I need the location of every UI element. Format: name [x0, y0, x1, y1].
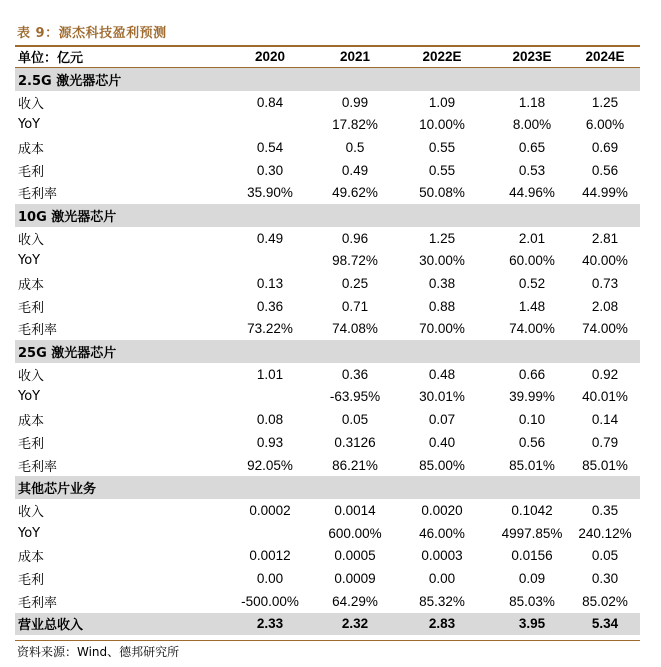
- table-cell: 0.0020: [421, 502, 463, 518]
- row-label: 毛利率: [18, 459, 58, 475]
- row-label: 毛利率: [18, 187, 58, 203]
- year-header: 2022E: [422, 49, 462, 64]
- table-cell: 4997.85%: [501, 525, 563, 541]
- table-cell: 1.09: [428, 94, 456, 110]
- table-cell: 0.38: [428, 276, 456, 292]
- table-cell: 0.56: [518, 434, 546, 450]
- table-cell: 1.18: [518, 94, 546, 110]
- row-label: 毛利率: [18, 323, 58, 339]
- table-cell: 0.13: [256, 276, 284, 292]
- table-row: [15, 318, 640, 341]
- table-cell: 0.05: [591, 548, 619, 564]
- table-row: [15, 227, 640, 250]
- table-cell: 30.01%: [419, 389, 465, 405]
- table-cell: 0.56: [591, 162, 619, 178]
- table-cell: 85.02%: [582, 593, 628, 609]
- table-cell: 0.0009: [334, 570, 376, 586]
- row-label: 收入: [18, 96, 45, 112]
- table-cell: 74.00%: [582, 321, 628, 337]
- table-row: [15, 499, 640, 522]
- table-cell: 0.79: [591, 434, 619, 450]
- table-cell: 0.88: [428, 298, 456, 314]
- table-cell: 0.36: [256, 298, 284, 314]
- table-cell: 74.00%: [509, 321, 555, 337]
- table-cell: 5.34: [591, 616, 619, 632]
- row-label: 毛利: [18, 164, 45, 180]
- table-cell: 1.48: [518, 298, 546, 314]
- row-label: 成本: [18, 278, 45, 294]
- table-cell: 2.01: [518, 230, 546, 246]
- row-label: 毛利率: [18, 595, 58, 611]
- table-cell: 85.03%: [509, 593, 555, 609]
- section-header-row: [15, 476, 640, 499]
- table-cell: 0.0005: [334, 548, 376, 564]
- row-label: 毛利: [18, 572, 45, 588]
- year-header: 2024E: [585, 49, 625, 64]
- table-row: [15, 181, 640, 204]
- table-cell: 10.00%: [419, 117, 465, 133]
- table-cell: 35.90%: [247, 185, 293, 201]
- table-title: 表 9：源杰科技盈利预测: [17, 26, 167, 41]
- table-cell: 0.93: [256, 434, 284, 450]
- row-label: 收入: [18, 504, 45, 520]
- table-cell: 1.25: [591, 94, 619, 110]
- table-cell: 240.12%: [578, 525, 632, 541]
- table-cell: 39.99%: [509, 389, 555, 405]
- table-header-row: [15, 46, 640, 68]
- table-row: [15, 544, 640, 567]
- table-cell: 2.32: [341, 616, 369, 632]
- section-header-row: [15, 340, 640, 363]
- table-cell: 0.0012: [249, 548, 291, 564]
- row-label: 营业总收入: [18, 618, 84, 634]
- table-row: [15, 136, 640, 159]
- table-cell: 0.35: [591, 502, 619, 518]
- table-row: [15, 386, 640, 409]
- table-cell: 0.10: [518, 412, 546, 428]
- table-cell: 85.00%: [419, 457, 465, 473]
- table-cell: 0.5: [345, 139, 365, 155]
- table-cell: 0.48: [428, 366, 456, 382]
- table-cell: [225, 250, 315, 273]
- table-row: [15, 408, 640, 431]
- year-header: 2020: [254, 49, 286, 64]
- table-cell: 85.01%: [582, 457, 628, 473]
- table-cell: 2.83: [428, 616, 456, 632]
- profit-forecast-table: [15, 46, 640, 635]
- table-cell: 600.00%: [328, 525, 382, 541]
- table-cell: 8.00%: [512, 117, 552, 133]
- table-cell: 73.22%: [247, 321, 293, 337]
- table-cell: -500.00%: [241, 593, 299, 609]
- row-label: YoY: [18, 389, 41, 405]
- table-cell: 2.81: [591, 230, 619, 246]
- table-cell: 0.69: [591, 139, 619, 155]
- table-cell: 86.21%: [332, 457, 378, 473]
- table-cell: 0.66: [518, 366, 546, 382]
- table-cell: 40.01%: [582, 389, 628, 405]
- section-name: 25G 激光器芯片: [18, 346, 117, 362]
- section-name: 其他芯片业务: [18, 482, 97, 498]
- table-cell: 0.40: [428, 434, 456, 450]
- table-cell: 0.00: [428, 570, 456, 586]
- section-header-row: [15, 68, 640, 91]
- table-cell: 0.71: [341, 298, 369, 314]
- table-cell: 49.62%: [332, 185, 378, 201]
- table-cell: 0.84: [256, 94, 284, 110]
- table-cell: 46.00%: [419, 525, 465, 541]
- table-cell: 74.08%: [332, 321, 378, 337]
- table-cell: 0.30: [256, 162, 284, 178]
- section-header-row: [15, 204, 640, 227]
- table-cell: 0.55: [428, 162, 456, 178]
- table-cell: 3.95: [518, 616, 546, 632]
- table-row: [15, 522, 640, 545]
- table-cell: 0.99: [341, 94, 369, 110]
- table-row: [15, 113, 640, 136]
- table-cell: 0.0003: [421, 548, 463, 564]
- table-cell: 0.0156: [511, 548, 553, 564]
- table-row: [15, 431, 640, 454]
- row-label: 收入: [18, 368, 45, 384]
- source-note: 资料来源：Wind、德邦研究所: [17, 645, 180, 659]
- row-label: 成本: [18, 414, 45, 430]
- table-row: [15, 295, 640, 318]
- bottom-rule: [15, 640, 640, 641]
- table-row: [15, 454, 640, 477]
- table-cell: 85.01%: [509, 457, 555, 473]
- table-cell: 2.33: [256, 616, 284, 632]
- table-cell: 0.08: [256, 412, 284, 428]
- table-cell: 30.00%: [419, 253, 465, 269]
- table-cell: 0.14: [591, 412, 619, 428]
- table-cell: 6.00%: [585, 117, 625, 133]
- table-cell: 0.05: [341, 412, 369, 428]
- table-cell: 98.72%: [332, 253, 378, 269]
- table-cell: 60.00%: [509, 253, 555, 269]
- table-row: [15, 159, 640, 182]
- table-cell: 0.1042: [511, 502, 553, 518]
- row-label: YoY: [18, 117, 41, 133]
- row-label: 成本: [18, 550, 45, 566]
- table-cell: 44.96%: [509, 185, 555, 201]
- table-row: [15, 590, 640, 613]
- table-cell: -63.95%: [329, 389, 381, 405]
- table-cell: 0.30: [591, 570, 619, 586]
- table-cell: 0.65: [518, 139, 546, 155]
- row-label: 收入: [18, 232, 45, 248]
- table-cell: 85.32%: [419, 593, 465, 609]
- table-row: [15, 567, 640, 590]
- table-cell: 0.0014: [334, 502, 376, 518]
- table-cell: 0.73: [591, 276, 619, 292]
- table-cell: 17.82%: [332, 117, 378, 133]
- table-cell: 44.99%: [582, 185, 628, 201]
- table-cell: 0.96: [341, 230, 369, 246]
- table-cell: 2.08: [591, 298, 619, 314]
- table-cell: 1.01: [256, 366, 284, 382]
- table-cell: 0.49: [256, 230, 284, 246]
- table-cell: [225, 522, 315, 545]
- table-cell: [225, 113, 315, 136]
- table-row: [15, 250, 640, 273]
- table-cell: 0.3126: [334, 434, 376, 450]
- section-name: 10G 激光器芯片: [18, 209, 117, 225]
- table-cell: 0.09: [518, 570, 546, 586]
- table-cell: 0.0002: [249, 502, 291, 518]
- table-cell: 0.54: [256, 139, 284, 155]
- table-cell: 70.00%: [419, 321, 465, 337]
- table-cell: 0.53: [518, 162, 546, 178]
- row-label: 成本: [18, 141, 45, 157]
- table-cell: 40.00%: [582, 253, 628, 269]
- table-cell: 0.00: [256, 570, 284, 586]
- table-cell: [225, 386, 315, 409]
- row-label: YoY: [18, 253, 41, 269]
- year-header: 2023E: [512, 49, 552, 64]
- table-cell: 0.25: [341, 276, 369, 292]
- row-label: 毛利: [18, 300, 45, 316]
- table-row: [15, 91, 640, 114]
- table-cell: 0.55: [428, 139, 456, 155]
- table-cell: 50.08%: [419, 185, 465, 201]
- total-revenue-row: [15, 613, 640, 636]
- table-row: [15, 363, 640, 386]
- table-cell: 1.25: [428, 230, 456, 246]
- table-cell: 0.07: [428, 412, 456, 428]
- table-row: [15, 272, 640, 295]
- table-cell: 0.92: [591, 366, 619, 382]
- table-cell: 0.49: [341, 162, 369, 178]
- year-header: 2021: [339, 49, 371, 64]
- table-cell: 0.52: [518, 276, 546, 292]
- row-label: YoY: [18, 525, 41, 541]
- table-cell: 92.05%: [247, 457, 293, 473]
- table-cell: 0.36: [341, 366, 369, 382]
- table-cell: 64.29%: [332, 593, 378, 609]
- unit-label: 单位：亿元: [18, 51, 84, 66]
- section-name: 2.5G 激光器芯片: [18, 73, 122, 89]
- row-label: 毛利: [18, 436, 45, 452]
